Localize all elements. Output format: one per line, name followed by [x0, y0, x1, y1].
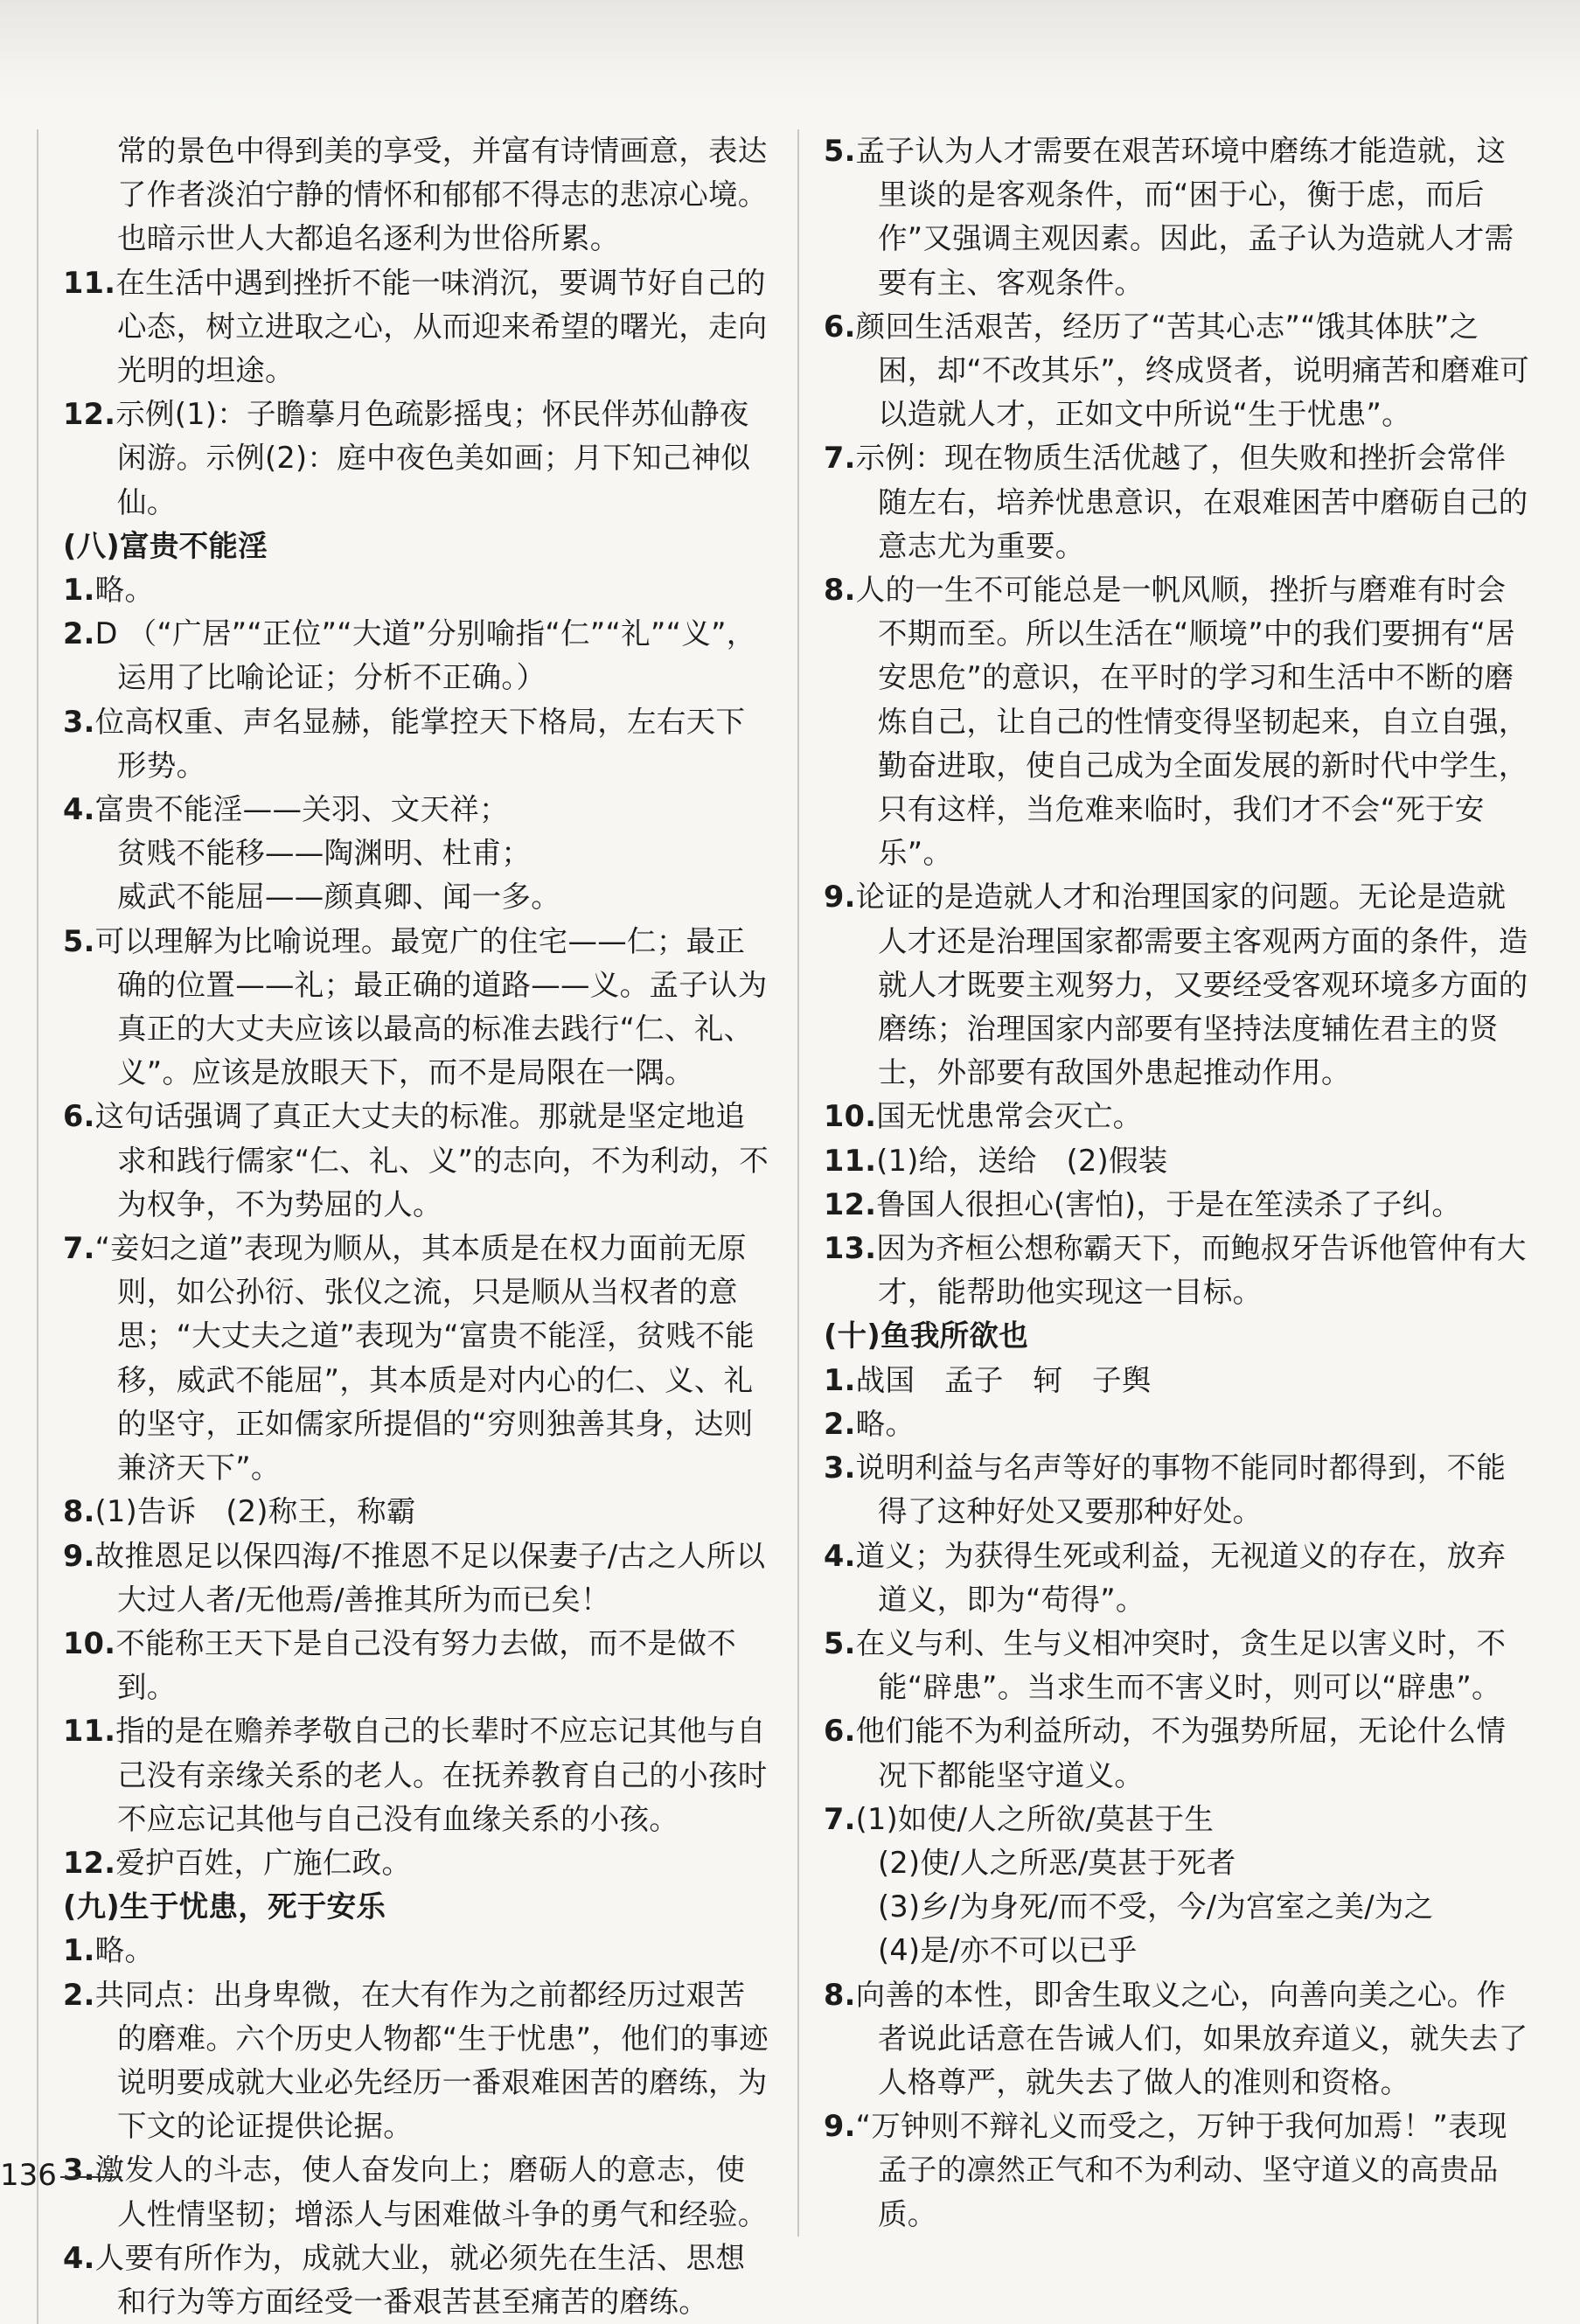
section-heading: (十)鱼我所欲也	[824, 1319, 1029, 1353]
answer-text: 这句话强调了真正大丈夫的标准。那就是坚定地追求和践行儒家“仁、礼、义”的志向，不为利动，不为权争，不为势屈的人。	[94, 1099, 769, 1221]
answer-number: 12.	[63, 397, 116, 432]
answer-text: 指的是在赡养孝敬自己的长辈时不应忘记其他与自己没有亲缘关系的老人。在抚养教育自己的小孩时不应忘记其他与自己没有血缘关系的小孩。	[115, 1714, 768, 1836]
answer-text: 道义；为获得生死或利益，无视道义的存在，放弃道义，即为“苟得”。	[855, 1538, 1507, 1617]
answer-number: 5.	[824, 1625, 856, 1660]
answer-number: 13.	[824, 1231, 877, 1266]
answer-text: (1)告诉 (2)称王，称霸	[94, 1494, 416, 1529]
answer-number: 9.	[824, 2109, 856, 2144]
answer-item	[63, 1490, 771, 1534]
answer-number: 9.	[63, 1538, 95, 1573]
answer-number: 1.	[63, 1933, 95, 1968]
answer-text: (1)如使/人之所欲/莫甚于生	[855, 1801, 1215, 1836]
answer-number: 1.	[824, 1362, 856, 1397]
answer-number: 7.	[63, 1231, 95, 1266]
answer-number: 4.	[63, 2240, 95, 2275]
answer-item	[824, 2105, 1532, 2237]
answer-item	[824, 1798, 1532, 1841]
answer-item	[63, 2148, 771, 2236]
answer-text: 略。	[94, 573, 155, 608]
answer-number: 12.	[63, 1845, 116, 1880]
answer-text: 在义与利、生与义相冲突时，贪生足以害义时，不能“辟患”。当求生而不害义时，则可以“辟患”。	[855, 1625, 1507, 1705]
answer-text: “万钟则不辩礼义而受之，万钟于我何加焉！”表现孟子的凛然正气和不为利动、坚守道义的高贵品质。	[855, 2109, 1507, 2231]
answer-text: 论证的是造就人才和治理国家的问题。无论是造就人才还是治理国家都需要主客观两方面的条件，造就人才既要主观努力，又要经受客观环境多方面的磨练；治理国家内部要有坚持法度辅佐君主的贤士，外部要有敌国外患起推动作用。	[855, 880, 1528, 1090]
page-top-shadow	[0, 0, 1580, 105]
answer-number: 10.	[824, 1099, 877, 1134]
answer-item	[63, 1973, 771, 2149]
answer-text: 说明利益与名声等好的事物不能同时都得到，不能得了这种好处又要那种好处。	[855, 1451, 1507, 1529]
answer-number: 6.	[824, 309, 856, 344]
answer-item	[63, 568, 771, 612]
answer-number: 2.	[824, 1406, 856, 1441]
answer-text: (1)给，送给 (2)假装	[876, 1143, 1168, 1178]
answer-number: 6.	[824, 1714, 856, 1749]
answer-item	[824, 1183, 1532, 1227]
answer-number: 8.	[63, 1494, 95, 1529]
answer-number: 6.	[63, 1099, 95, 1134]
answer-item	[63, 1227, 771, 1490]
answer-number: 7.	[824, 1801, 856, 1836]
answer-text: 不能称王天下是自己没有努力去做，而不是做不到。	[115, 1625, 737, 1705]
answer-number: 5.	[63, 923, 95, 958]
answer-item	[824, 1709, 1532, 1797]
answer-text: 共同点：出身卑微，在大有作为之前都经历过艰苦的磨难。六个历史人物都“生于忧患”，他们的事迹说明要成就大业必先经历一番艰难困苦的磨练，为下文的论证提供论据。	[94, 1977, 769, 2144]
answer-subline: (2)使/人之所恶/莫甚于死者	[878, 1845, 1236, 1880]
answer-item	[824, 1139, 1532, 1183]
answer-text: 略。	[855, 1406, 915, 1441]
answer-item	[63, 1534, 771, 1622]
section-heading: (八)富贵不能淫	[63, 528, 268, 563]
answer-item	[824, 1402, 1532, 1446]
answer-number: 3.	[824, 1451, 856, 1486]
answer-text: D （“广居”“正位”“大道”分别喻指“仁”“礼”“义”，运用了比喻论证；分析不正确。）	[94, 616, 756, 695]
footer-rule	[60, 2176, 122, 2178]
answer-item	[63, 700, 771, 788]
answer-item	[63, 1929, 771, 1973]
answer-item	[63, 788, 771, 831]
answer-text: 爱护百姓，广施仁政。	[115, 1845, 412, 1880]
answer-text: 示例(1)：子瞻摹月色疏影摇曳；怀民伴苏仙静夜闲游。示例(2)：庭中夜色美如画；月下知己神似仙。	[115, 397, 751, 519]
answer-number: 7.	[824, 441, 856, 476]
answer-subline: (4)是/亦不可以已乎	[878, 1933, 1138, 1968]
answer-text: 故推恩足以保四海/不推恩不足以保妻子/古之人所以大过人者/无他焉/善推其所为而已矣！	[94, 1538, 766, 1617]
answer-item	[63, 612, 771, 699]
answer-number: 9.	[824, 880, 856, 915]
answer-item	[824, 1534, 1532, 1622]
answer-number: 10.	[63, 1625, 116, 1660]
answer-item	[824, 1227, 1532, 1314]
answer-text: 他们能不为利益所动，不为强势所屈，无论什么情况下都能坚守道义。	[855, 1714, 1507, 1792]
answer-text: 略。	[94, 1933, 155, 1968]
answer-item	[63, 1841, 771, 1885]
answer-item	[63, 2237, 771, 2324]
answer-item	[824, 305, 1532, 437]
answer-item	[824, 1359, 1532, 1402]
answer-number: 2.	[63, 1977, 95, 2012]
answer-item	[63, 920, 771, 1096]
answer-number: 1.	[63, 573, 95, 608]
answer-item	[63, 261, 771, 393]
answer-item	[824, 1446, 1532, 1534]
answer-text: 孟子认为人才需要在艰苦环境中磨练才能造就，这里谈的是客观条件，而“困于心，衡于虑，而后作”又强调主观因素。因此，孟子认为造就人才需要有主、客观条件。	[855, 134, 1514, 300]
answer-item	[824, 1973, 1532, 2105]
answer-subline: (3)乡/为身死/而不受，今/为宫室之美/为之	[878, 1889, 1434, 1924]
answer-item	[824, 129, 1532, 305]
section-heading: (九)生于忧患，死于安乐	[63, 1889, 386, 1924]
answer-item	[824, 568, 1532, 875]
answer-column-right	[797, 129, 1532, 2237]
answer-text: 激发人的斗志，使人奋发向上；磨砺人的意志，使人性情坚韧；增添人与困难做斗争的勇气和经验。	[94, 2153, 768, 2231]
page-footer	[0, 2158, 122, 2193]
answer-text: 富贵不能淫——关羽、文天祥；	[94, 792, 509, 827]
answer-text: 人要有所作为，成就大业，就必须先在生活、思想和行为等方面经受一番艰苦甚至痛苦的磨练。	[94, 2240, 746, 2319]
answer-text: 战国 孟子 轲 子舆	[855, 1362, 1152, 1397]
page-number: 136	[0, 2158, 57, 2193]
answer-number: 4.	[824, 1538, 856, 1573]
answer-number: 2.	[63, 616, 95, 651]
answer-number: 11.	[63, 1714, 116, 1749]
answer-number: 5.	[824, 134, 856, 168]
answer-number: 4.	[63, 792, 95, 827]
answer-column-left	[37, 129, 771, 2324]
answer-number: 11.	[63, 265, 116, 300]
answer-text: 位高权重、声名显赫，能掌控天下格局，左右天下形势。	[94, 704, 746, 783]
answer-text: 可以理解为比喻说理。最宽广的住宅——仁；最正确的位置——礼；最正确的道路——义。孟子认为真正的大丈夫应该以最高的标准去践行“仁、礼、义”。应该是放眼天下，而不是局限在一隅。	[94, 923, 768, 1090]
answer-item	[824, 1095, 1532, 1138]
answer-number: 11.	[824, 1143, 877, 1178]
answer-text: 人的一生不可能总是一帆风顺，挫折与磨难有时会不期而至。所以生活在“顺境”中的我们要拥有“居安思危”的意识，在平时的学习和生活中不断的磨炼自己，让自己的性情变得坚韧起来，自立自强，勤奋进取，使自己成为全面发展的新时代中学生，只有这样，当危难来临时，我们才不会“死于安乐”。	[855, 573, 1528, 871]
answer-subline: 威武不能屈——颜真卿、闻一多。	[117, 880, 560, 915]
answer-number: 3.	[63, 704, 95, 739]
answer-item	[824, 875, 1532, 1095]
answer-text: 示例：现在物质生活优越了，但失败和挫折会常伴随左右，培养忧患意识，在艰难困苦中磨砺自己的意志尤为重要。	[855, 441, 1528, 563]
answer-item	[63, 1709, 771, 1841]
answer-text: 在生活中遇到挫折不能一味消沉，要调节好自己的心态，树立进取之心，从而迎来希望的曙光，走向光明的坦途。	[115, 265, 768, 388]
answer-number: 8.	[824, 573, 856, 608]
answer-item	[824, 1622, 1532, 1709]
answer-item	[824, 436, 1532, 568]
answer-text: 向善的本性，即舍生取义之心，向善向美之心。作者说此话意在告诫人们，如果放弃道义，就失去了人格尊严，就失去了做人的准则和资格。	[855, 1977, 1528, 2099]
answer-item	[63, 393, 771, 525]
answer-text: 国无忧患常会灭亡。	[876, 1099, 1143, 1134]
answer-text: 颜回生活艰苦，经历了“苦其心志”“饿其体肤”之困，却“不改其乐”，终成贤者，说明痛苦和磨难可以造就人才，正如文中所说“生于忧患”。	[855, 309, 1530, 432]
answer-item	[63, 1622, 771, 1709]
answer-text: 因为齐桓公想称霸天下，而鲍叔牙告诉他管仲有大才，能帮助他实现这一目标。	[876, 1231, 1527, 1310]
answer-number: 12.	[824, 1186, 877, 1221]
answer-item	[63, 1095, 771, 1227]
answer-subline: 贫贱不能移——陶渊明、杜甫；	[117, 836, 532, 871]
answer-continuation: 常的景色中得到美的享受，并富有诗情画意，表达了作者淡泊宁静的情怀和郁郁不得志的悲凉心境。也暗示世人大都追名逐利为世俗所累。	[117, 134, 768, 256]
answer-number: 3.	[63, 2153, 95, 2188]
answer-text: 鲁国人很担心(害怕)，于是在笙渎杀了子纠。	[876, 1186, 1462, 1221]
answer-text: “妾妇之道”表现为顺从，其本质是在权力面前无原则，如公孙衍、张仪之流，只是顺从当权者的意思；“大丈夫之道”表现为“富贵不能淫，贫贱不能移，威武不能屈”，其本质是对内心的仁、义、礼的坚守，正如儒家所提倡的“穷则独善其身，达则兼济天下”。	[94, 1231, 755, 1486]
answer-number: 8.	[824, 1977, 856, 2012]
